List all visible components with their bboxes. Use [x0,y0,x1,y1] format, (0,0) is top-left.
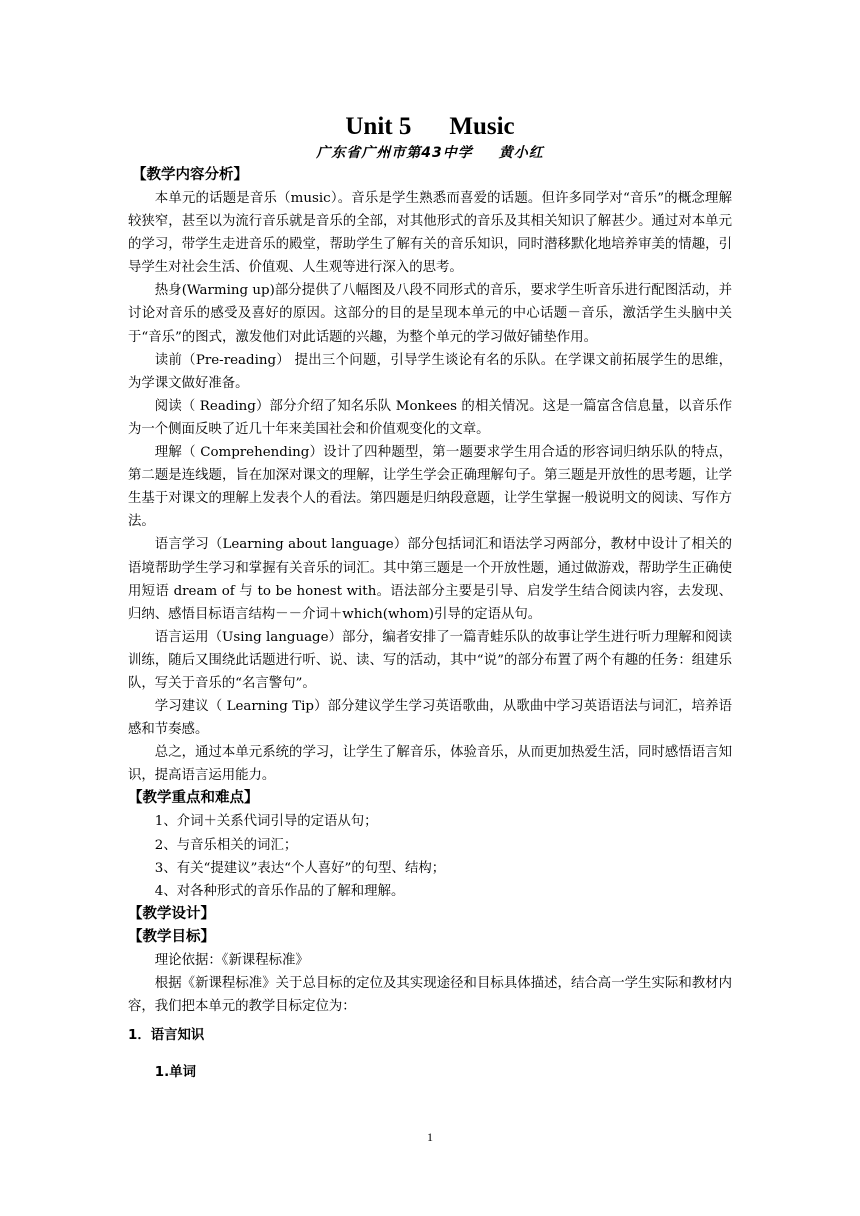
section-key-points: 【教学重点和难点】 [128,790,259,807]
analysis-paragraph: 热身(Warming up)部分提供了八幅图及八段不同形式的音乐，要求学生听音乐进行配图活动，并讨论对音乐的感受及喜好的原因。这部分的目的是呈现本单元的中心话题－音乐，激活学生头脑中关于“音乐”的图式，激发他们对此话题的兴趣，为整个单元的学习做好铺垫作用。 [128,283,732,345]
analysis-paragraph: 总之，通过本单元系统的学习，让学生了解音乐，体验音乐，从而更加热爱生活，同时感悟语言知识，提高语言运用能力。 [128,745,732,784]
heading-language-knowledge: 1．语言知识 [128,1028,205,1044]
analysis-paragraph: 阅读（ Reading）部分介绍了知名乐队 Monkees 的相关情况。这是一篇富含信息量，以音乐作为一个侧面反映了近几十年来美国社会和价值观变化的文章。 [128,398,732,437]
author-line [128,142,732,164]
section-content-analysis: 【教学内容分析】 [132,167,248,183]
key-point-item: 1、介词＋关系代词引导的定语从句； [154,814,378,830]
analysis-paragraph: 理解（ Comprehending）设计了四种题型，第一题要求学生用合适的形容词归纳乐队的特点，第二题是连线题，旨在加深对课文的理解，让学生学会正确理解句子。第三题是开放性的思考题，让学生基于对课文的理解上发表个人的看法。第四题是归纳段意题，让学生掌握一般说明文的阅读、写作方法。 [128,445,732,530]
author-name: 黄小红 [498,145,544,161]
section-design: 【教学设计】 [128,905,215,922]
objective-paragraph: 理论依据：《新课程标准》 [154,952,309,968]
objective-paragraph: 根据《新课程标准》关于总目标的定位及其实现途径和目标具体描述，结合高一学生实际和教材内容，我们把本单元的教学目标定位为： [128,975,732,1014]
unit-name: Music [449,113,515,140]
analysis-paragraph: 学习建议（ Learning Tip）部分建议学生学习英语歌曲，从歌曲中学习英语语法与词汇，培养语感和节奏感。 [128,699,732,738]
analysis-paragraph: 语言学习（Learning about language）部分包括词汇和语法学习两部分，教材中设计了相关的语境帮助学生学习和掌握有关音乐的词汇。其中第三题是一个开放性题，通过做游戏，帮助学生正确使用短语 dream of 与 to be honest with。语法部分主要是引导、启发学生结合阅读内容，去发现、归纳、感悟目标语言结构－－介词＋which(whom)引导的定语从句。 [128,537,732,622]
section-objectives: 【教学目标】 [128,928,215,945]
page-number: 1 [427,1130,433,1144]
analysis-paragraph: 读前（Pre-reading） 提出三个问题，引导学生谈论有名的乐队。在学课文前拓展学生的思维，为学课文做好准备。 [128,352,732,391]
unit-title [128,112,732,142]
analysis-paragraph: 本单元的话题是音乐（music）。音乐是学生熟悉而喜爱的话题。但许多同学对“音乐”的概念理解较狭窄，甚至以为流行音乐就是音乐的全部，对其他形式的音乐及其相关知识了解甚少。通过对本单元的学习，带学生走进音乐的殿堂，帮助学生了解有关的音乐知识，同时潜移默化地培养审美的情趣，引导学生对社会生活、价值观、人生观等进行深入的思考。 [128,191,732,276]
key-point-item: 4、对各种形式的音乐作品的了解和理解。 [154,883,405,899]
key-point-item: 2、与音乐相关的词汇； [154,837,298,853]
document-page [128,112,732,1084]
heading-words: 1.单词 [154,1065,196,1081]
school-name: 广东省广州市第43中学 [316,145,473,161]
unit-label: Unit 5 [345,113,412,140]
analysis-paragraph: 语言运用（Using language）部分，编者安排了一篇青蛙乐队的故事让学生进行听力理解和阅读训练，随后又围绕此话题进行听、说、读、写的活动，其中“说”的部分布置了两个有趣的任务：组建乐队，写关于音乐的“名言警句”。 [128,629,732,691]
key-point-item: 3、有关“提建议”表达“个人喜好”的句型、结构； [154,860,446,876]
